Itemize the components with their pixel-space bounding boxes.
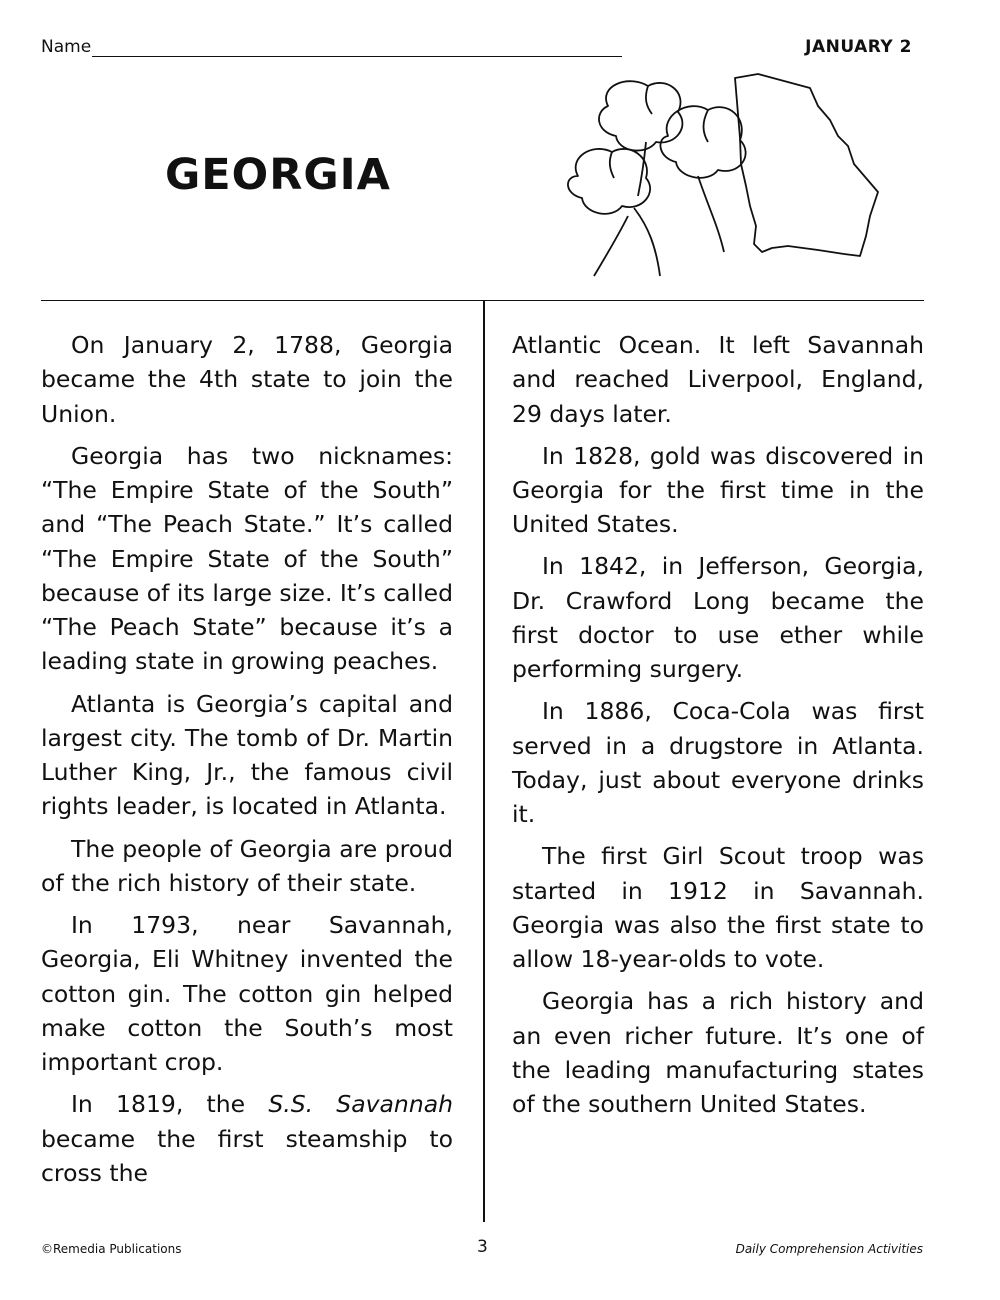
paragraph: Georgia has two nicknames: “The Empire State of the South” and “The Peach State.” It’s called “The Empire State of the South” because of its large size. It’s called “The Peach State” because it’s a leading state in growing peaches. bbox=[41, 441, 453, 676]
name-label: Name bbox=[41, 37, 92, 57]
ship-name: S.S. Savannah bbox=[268, 1090, 454, 1119]
footer-book-title: Daily Comprehension Activities bbox=[735, 1242, 923, 1256]
paragraph: In 1793, near Savannah, Georgia, Eli Whitney invented the cotton gin. The cotton gin helped make cotton the South’s most important crop. bbox=[41, 910, 453, 1077]
name-line[interactable] bbox=[92, 36, 622, 57]
right-column bbox=[512, 328, 924, 1129]
column-divider bbox=[483, 300, 485, 1222]
page-number: 3 bbox=[477, 1237, 488, 1257]
paragraph: Georgia has a rich history and an even richer future. It’s one of the leading manufacturing states of the southern United States. bbox=[512, 987, 924, 1119]
paragraph: On January 2, 1788, Georgia became the 4th state to join the Union. bbox=[41, 331, 453, 428]
paragraph: The first Girl Scout troop was started in 1912 in Savannah. Georgia was also the first state to allow 18-year-olds to vote. bbox=[512, 842, 924, 974]
footer-copyright: ©Remedia Publications bbox=[41, 1242, 182, 1256]
ship-text-after: became the first steamship to cross the bbox=[41, 1124, 453, 1187]
left-column bbox=[41, 328, 453, 1198]
paragraph: In 1828, gold was discovered in Georgia for the first time in the United States. bbox=[512, 441, 924, 539]
georgia-state-map-icon bbox=[735, 74, 878, 256]
ship-text-before: In 1819, the bbox=[71, 1090, 269, 1119]
paragraph: In 1842, in Jefferson, Georgia, Dr. Crawford Long became the first doctor to use ether while performing surgery. bbox=[512, 552, 924, 684]
cotton-and-georgia-illustration bbox=[548, 66, 893, 288]
paragraph-continuation: Atlantic Ocean. It left Savannah and reached Liverpool, England, 29 days later. bbox=[512, 331, 924, 428]
worksheet-date: JANUARY 2 bbox=[805, 37, 912, 57]
paragraph-ship bbox=[41, 1087, 453, 1190]
paragraph: Atlanta is Georgia’s capital and largest city. The tomb of Dr. Martin Luther King, Jr., the famous civil rights leader, is located in Atlanta. bbox=[41, 689, 453, 821]
paragraph: In 1886, Coca-Cola was first served in a drugstore in Atlanta. Today, just about everyone drinks it. bbox=[512, 697, 924, 829]
page-title: GEORGIA bbox=[165, 150, 391, 200]
name-field[interactable] bbox=[41, 36, 622, 57]
cotton-boll-icon bbox=[568, 81, 746, 276]
paragraph: The people of Georgia are proud of the rich history of their state. bbox=[41, 834, 453, 897]
